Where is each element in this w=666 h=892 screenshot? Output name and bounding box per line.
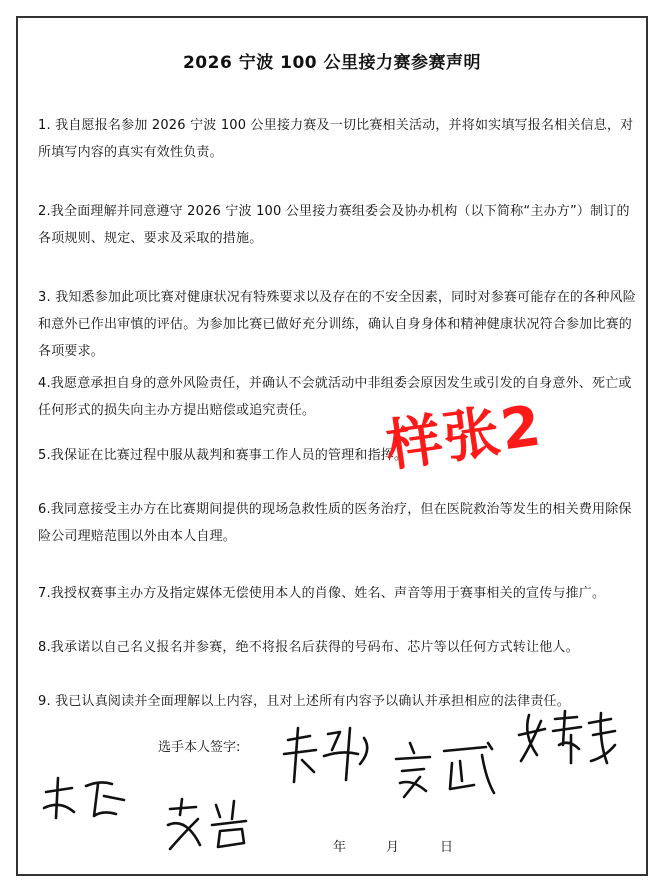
date-year-label: 年 [333,840,347,855]
signature-4 [390,735,500,805]
clause-7: 7.我授权赛事主办方及指定媒体无偿使用本人的肖像、姓名、声音等用于赛事相关的宣传与推广。 [38,586,606,601]
signature-3 [280,720,380,790]
signature-2 [160,795,260,855]
signature-1 [40,770,130,830]
date-day-label: 日 [440,840,454,855]
clause-4: 4.我愿意承担自身的意外风险责任，并确认不会就活动中非组委会原因发生或引发的自身意外、死亡或任何形式的损失向主办方提出赔偿或追究责任。 [38,376,632,418]
clause-5: 5.我保证在比赛过程中服从裁判和赛事工作人员的管理和指挥。 [38,448,408,463]
date-month-label: 月 [386,840,400,855]
clause-1: 1. 我自愿报名参加 2026 宁波 100 公里接力赛及一切比赛相关活动，并将如实填写报名相关信息，对所填写内容的真实有效性负责。 [38,118,634,160]
signature-5 [515,705,625,775]
document-title: 2026 宁波 100 公里接力赛参赛声明 [182,53,482,73]
clause-2: 2.我全面理解并同意遵守 2026 宁波 100 公里接力赛组委会及协办机构（以下简称“主办方”）制订的各项规则、规定、要求及采取的措施。 [38,204,630,246]
clause-6: 6.我同意接受主办方在比赛期间提供的现场急救性质的医务治疗，但在医院救治等发生的相关费用除保险公司理赔范围以外由本人自理。 [38,502,632,544]
watermark-stamp: 样张2 [381,393,547,480]
clause-8: 8.我承诺以自己名义报名并参赛，绝不将报名后获得的号码布、芯片等以任何方式转让他人。 [38,640,579,655]
clause-9: 9. 我已认真阅读并全面理解以上内容，且对上述所有内容予以确认并承担相应的法律责任。 [38,694,570,709]
signature-label: 选手本人签字: [158,740,241,755]
clause-3: 3. 我知悉参加此项比赛对健康状况有特殊要求以及存在的不安全因素，同时对参赛可能存在的各种风险和意外已作出审慎的评估。为参加比赛已做好充分训练，确认自身身体和精神健康状况符合参加比赛的各项要求。 [38,290,636,359]
